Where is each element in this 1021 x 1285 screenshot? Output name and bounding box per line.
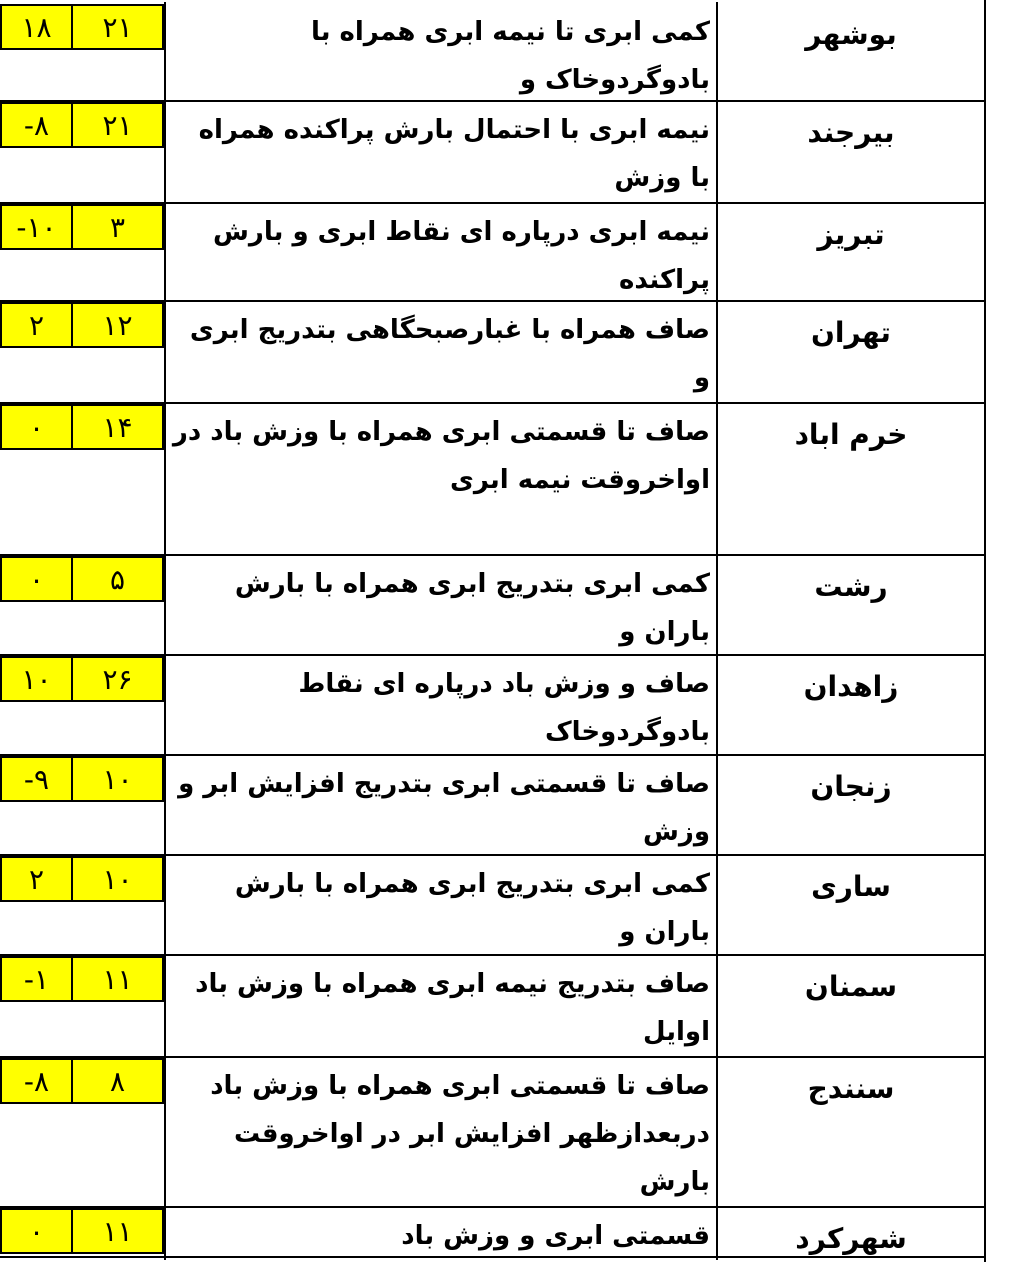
- weather-description: صاف همراه با غبارصبحگاهی بتدریج ابری و: [189, 315, 710, 393]
- max-temperature: ۲۱: [73, 102, 164, 148]
- table-row: [0, 4, 988, 102]
- city-name: سنندج: [807, 1072, 895, 1105]
- max-temperature: ۱۲: [73, 302, 164, 348]
- min-temperature: ۲: [0, 302, 73, 348]
- table-row: [0, 404, 988, 556]
- weather-description: صاف بتدریج نیمه ابری همراه با وزش باد اوایل: [195, 969, 710, 1047]
- min-temperature: ۱۰: [0, 656, 73, 702]
- max-temperature: ۸: [73, 1058, 164, 1104]
- column-divider: [716, 2, 718, 1260]
- column-divider: [984, 0, 986, 1262]
- weather-description: صاف تا قسمتی ابری بتدریج افزایش ابر و وزش: [178, 769, 710, 847]
- table-row: [0, 1058, 988, 1208]
- table-row: [0, 756, 988, 856]
- weather-description: نیمه ابری درپاره ای نقاط ابری و بارش پراکنده: [213, 217, 710, 295]
- max-temperature: ۱۱: [73, 1208, 164, 1254]
- city-name: زاهدان: [803, 670, 899, 703]
- max-temperature: ۲۶: [73, 656, 164, 702]
- table-row: [0, 102, 988, 204]
- row-divider: [0, 1256, 984, 1258]
- min-temperature: -۱۰: [0, 204, 73, 250]
- weather-description: کمی ابری بتدریج ابری همراه با بارش باران و: [234, 869, 710, 947]
- weather-description: صاف و وزش باد درپاره ای نقاط بادوگردوخاک: [298, 669, 710, 747]
- table-row: [0, 956, 988, 1058]
- min-temperature: ۲: [0, 856, 73, 902]
- weather-description: صاف تا قسمتی ابری همراه با وزش باد دربعدازظهر افزایش ابر در اواخروقت بارش: [210, 1071, 710, 1197]
- weather-description: کمی ابری بتدریج ابری همراه با بارش باران و: [234, 569, 710, 647]
- min-temperature: -۸: [0, 102, 73, 148]
- min-temperature: -۱: [0, 956, 73, 1002]
- max-temperature: ۱۰: [73, 856, 164, 902]
- city-name: تهران: [811, 316, 891, 349]
- city-name: زنجان: [810, 770, 892, 803]
- table-row: [0, 1208, 988, 1258]
- city-name: ساری: [811, 870, 891, 903]
- table-row: [0, 556, 988, 656]
- table-row: [0, 656, 988, 756]
- min-temperature: -۹: [0, 756, 73, 802]
- max-temperature: ۳: [73, 204, 164, 250]
- min-temperature: ۱۸: [0, 4, 73, 50]
- min-temperature: ۰: [0, 556, 73, 602]
- min-temperature: -۸: [0, 1058, 73, 1104]
- weather-description: نیمه ابری با احتمال بارش پراکنده همراه با وزش: [198, 115, 710, 193]
- weather-description: صاف تا قسمتی ابری همراه با وزش باد در اواخروقت نیمه ابری: [172, 417, 710, 495]
- weather-description: قسمتی ابری و وزش باد: [401, 1221, 710, 1251]
- city-name: خرم اباد: [794, 418, 908, 451]
- city-name: بوشهر: [805, 18, 897, 51]
- city-name: رشت: [814, 570, 888, 603]
- min-temperature: ۰: [0, 1208, 73, 1254]
- city-name: شهرکرد: [795, 1222, 907, 1255]
- max-temperature: ۲۱: [73, 4, 164, 50]
- table-row: [0, 204, 988, 302]
- table-row: [0, 856, 988, 956]
- city-name: تبریز: [817, 218, 885, 251]
- column-divider: [164, 2, 166, 1260]
- table-row: [0, 302, 988, 404]
- max-temperature: ۱۴: [73, 404, 164, 450]
- max-temperature: ۱۰: [73, 756, 164, 802]
- city-name: سمنان: [804, 970, 898, 1003]
- city-name: بیرجند: [807, 116, 895, 149]
- max-temperature: ۱۱: [73, 956, 164, 1002]
- weather-description: کمی ابری تا نیمه ابری همراه با بادوگردوخاک و: [310, 17, 710, 95]
- max-temperature: ۵: [73, 556, 164, 602]
- min-temperature: ۰: [0, 404, 73, 450]
